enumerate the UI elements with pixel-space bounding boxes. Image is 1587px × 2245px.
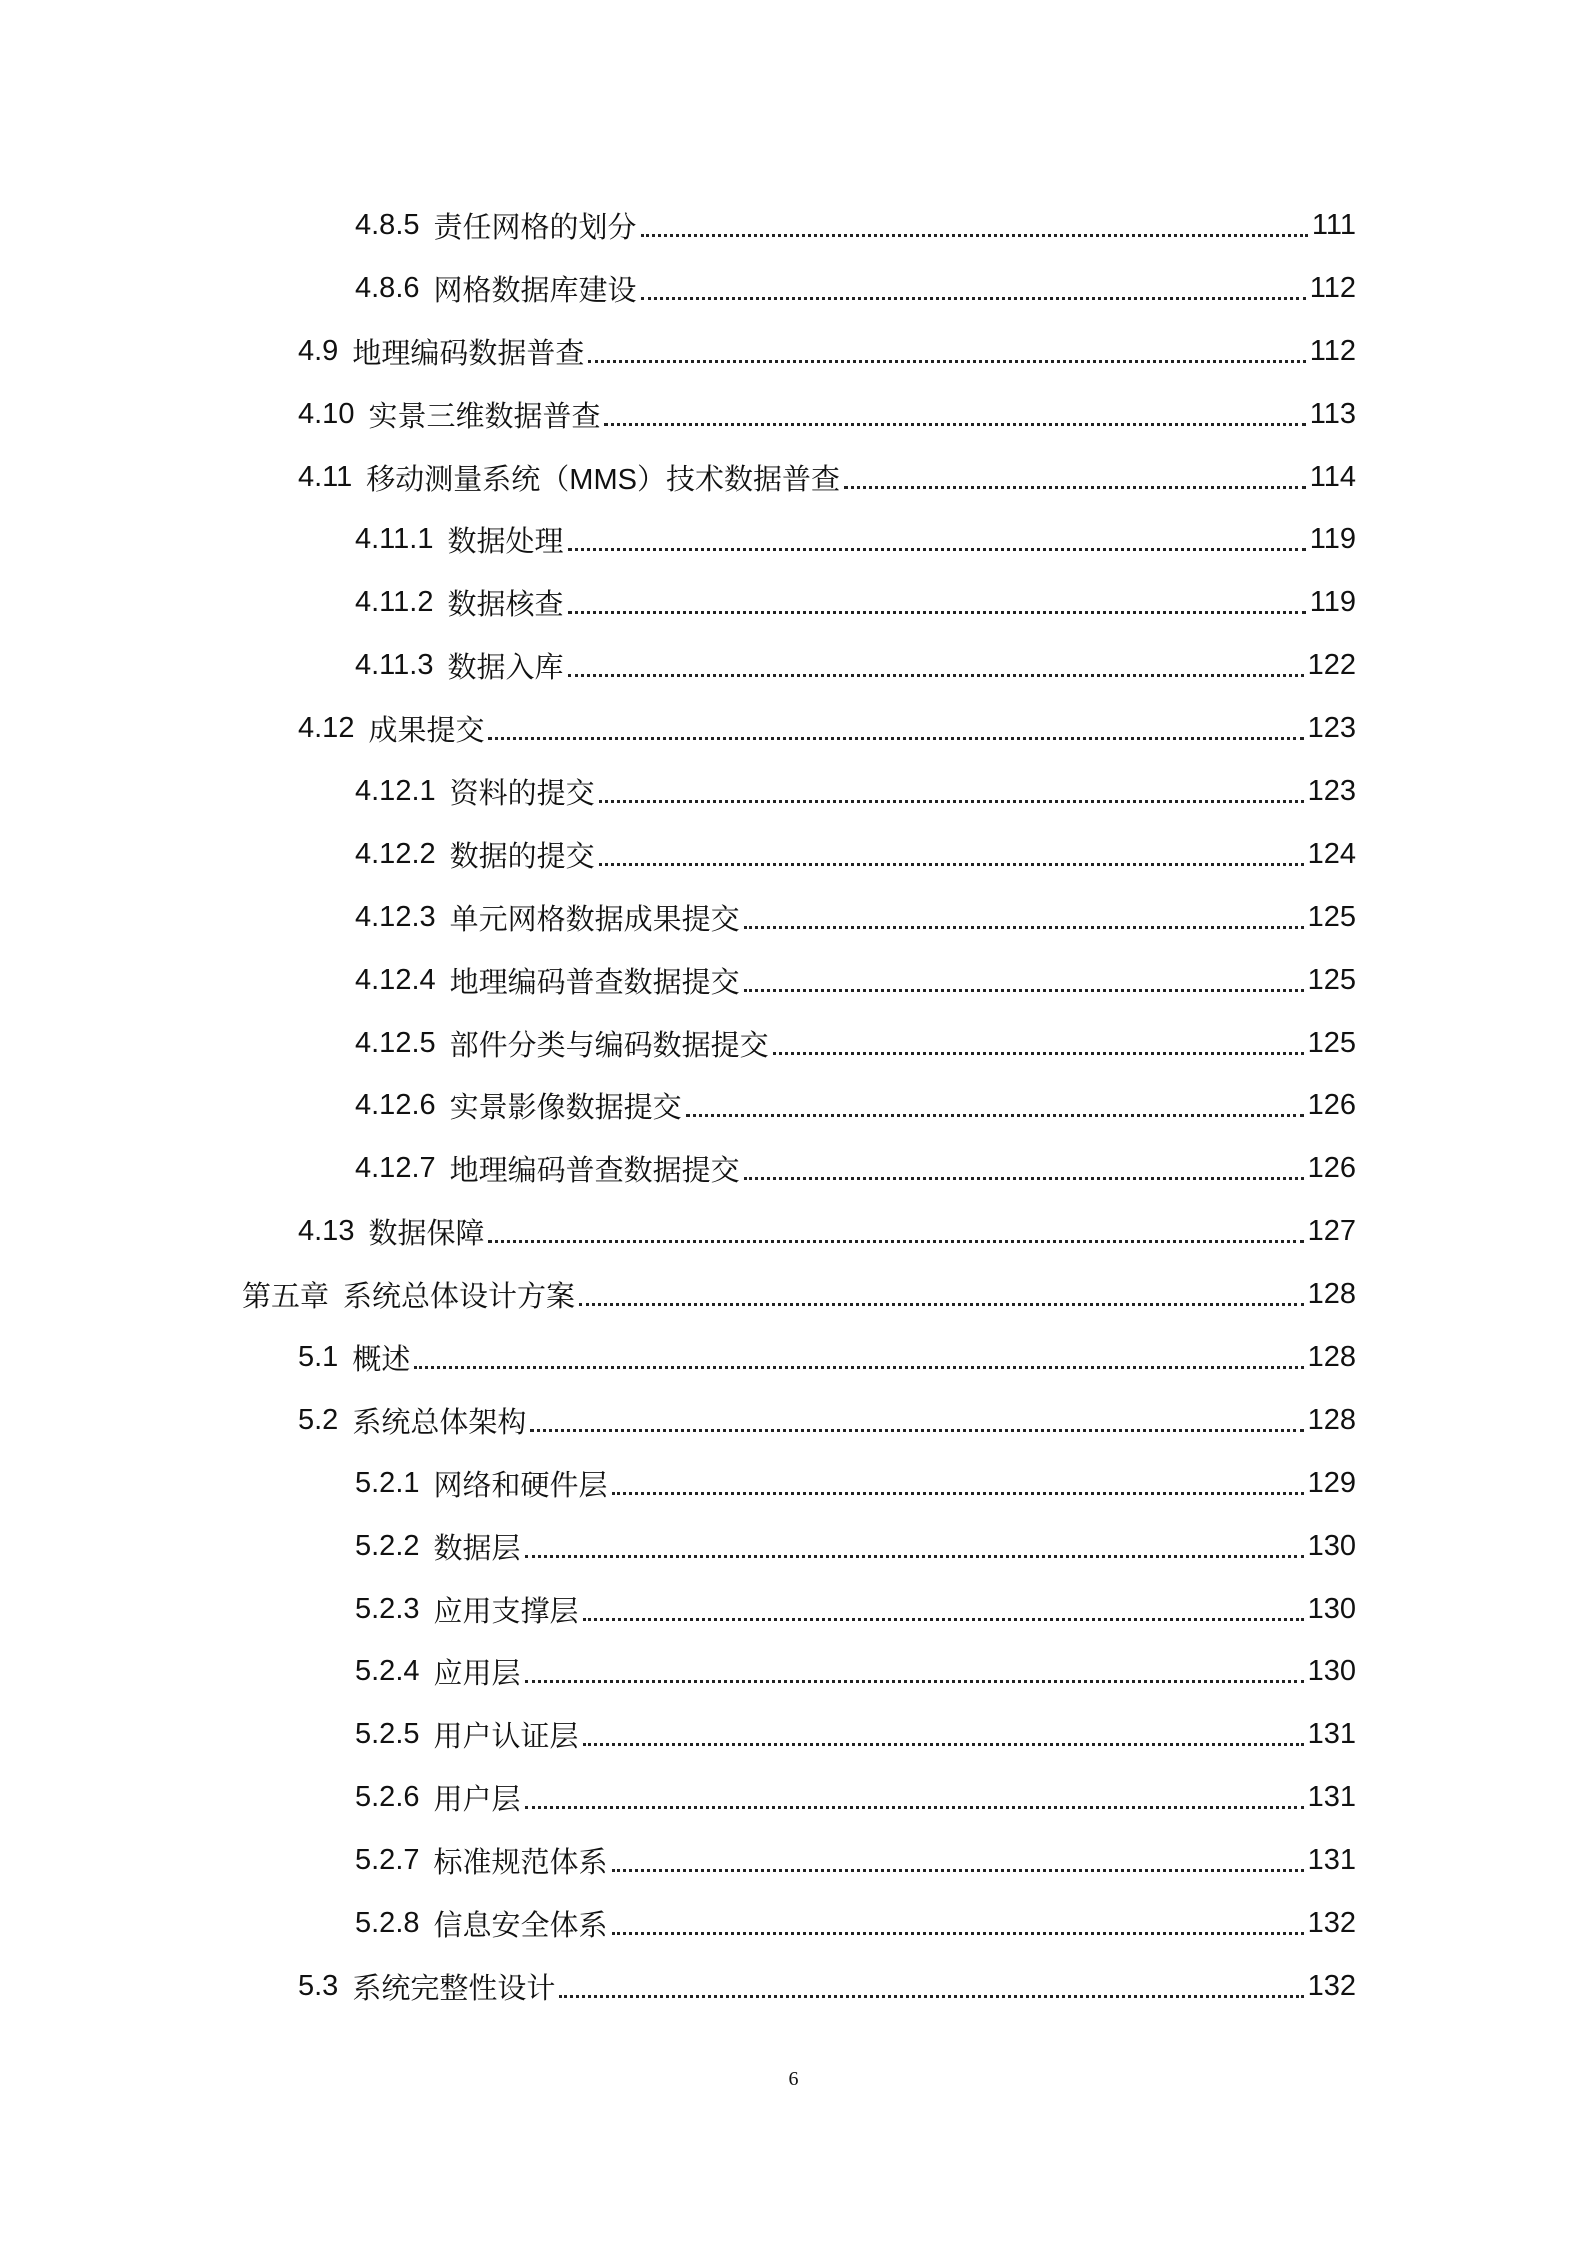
dot-leader xyxy=(604,423,1305,426)
dot-leader xyxy=(530,1429,1303,1432)
toc-entry[interactable] xyxy=(0,1703,1587,1766)
toc-entry-page: 125 xyxy=(1307,963,1356,996)
toc-entry-number: 4.12.2 xyxy=(355,837,436,870)
toc-entry-title: 用户认证层 xyxy=(433,1721,579,1754)
toc-entry-title: 数据层 xyxy=(433,1532,521,1565)
toc-entry[interactable] xyxy=(0,886,1587,949)
toc-entry-page: 128 xyxy=(1307,1278,1356,1311)
dot-leader xyxy=(568,674,1304,677)
toc-entry[interactable] xyxy=(0,697,1587,760)
toc-entry-page: 131 xyxy=(1307,1718,1356,1751)
toc-entry-page: 119 xyxy=(1309,523,1356,556)
dot-leader xyxy=(525,1680,1304,1683)
toc-entry-title: 资料的提交 xyxy=(449,777,595,810)
toc-entry[interactable] xyxy=(0,1515,1587,1578)
dot-leader xyxy=(488,737,1303,740)
dot-leader xyxy=(773,1052,1304,1055)
page-number: 6 xyxy=(788,2068,799,2090)
toc-entry[interactable] xyxy=(0,508,1587,571)
toc-entry-title: 移动测量系统（MMS）技术数据普查 xyxy=(366,463,840,496)
toc-entry-title: 单元网格数据成果提交 xyxy=(449,903,740,936)
dot-leader xyxy=(599,800,1304,803)
toc-entry-number: 4.12.3 xyxy=(355,900,436,933)
toc-entry-number: 5.1 xyxy=(298,1340,339,1373)
toc-entry-page: 114 xyxy=(1309,460,1356,493)
dot-leader xyxy=(525,1555,1304,1558)
toc-entry-number: 4.12.6 xyxy=(355,1089,436,1122)
toc-entry-page: 130 xyxy=(1307,1592,1356,1625)
toc-entry-title: 实景影像数据提交 xyxy=(449,1092,682,1125)
toc-entry[interactable] xyxy=(0,1074,1587,1137)
dot-leader xyxy=(559,1995,1303,1998)
dot-leader xyxy=(599,863,1304,866)
toc-entry[interactable] xyxy=(0,1892,1587,1955)
toc-entry-title: 应用支撑层 xyxy=(433,1595,579,1628)
dot-leader xyxy=(686,1114,1304,1117)
toc-entry-page: 112 xyxy=(1309,271,1356,304)
dot-leader xyxy=(612,1932,1304,1935)
toc-entry-page: 123 xyxy=(1307,774,1356,807)
toc-entry-page: 111 xyxy=(1311,208,1356,241)
dot-leader xyxy=(744,1177,1304,1180)
toc-entry[interactable] xyxy=(0,571,1587,634)
toc-entry-page: 132 xyxy=(1307,1969,1356,2002)
toc-entry[interactable] xyxy=(0,446,1587,509)
toc-entry-page: 130 xyxy=(1307,1529,1356,1562)
toc-entry-number: 4.8.5 xyxy=(355,208,420,241)
toc-entry-title: 数据的提交 xyxy=(449,840,595,873)
dot-leader xyxy=(583,1618,1304,1621)
toc-entry-title: 应用层 xyxy=(433,1658,521,1691)
toc-entry-number: 5.2 xyxy=(298,1403,339,1436)
toc-entry-number: 4.11.3 xyxy=(355,649,434,682)
toc-entry-number: 4.13 xyxy=(298,1215,355,1248)
toc-entry[interactable] xyxy=(0,1326,1587,1389)
toc-entry-title: 责任网格的划分 xyxy=(433,211,637,244)
toc-entry-page: 128 xyxy=(1307,1403,1356,1436)
toc-entry[interactable] xyxy=(0,194,1587,257)
toc-entry-title: 部件分类与编码数据提交 xyxy=(449,1029,769,1062)
toc-entry-number: 5.2.3 xyxy=(355,1592,420,1625)
toc-entry-number: 4.12.5 xyxy=(355,1026,436,1059)
toc-entry[interactable] xyxy=(0,1137,1587,1200)
toc-entry[interactable] xyxy=(0,760,1587,823)
toc-entry-title: 概述 xyxy=(352,1343,411,1376)
dot-leader xyxy=(568,611,1306,614)
toc-entry-number: 5.2.5 xyxy=(355,1718,420,1751)
toc-entry-number: 4.12.7 xyxy=(355,1152,436,1185)
dot-leader xyxy=(525,1806,1304,1809)
toc-entry[interactable] xyxy=(0,1578,1587,1641)
toc-entry-title: 系统总体架构 xyxy=(352,1406,527,1439)
dot-leader xyxy=(488,1240,1303,1243)
toc-entry-title: 实景三维数据普查 xyxy=(368,400,601,433)
dot-leader xyxy=(641,234,1308,237)
toc-entry-number: 4.11 xyxy=(298,460,353,493)
dot-leader xyxy=(583,1743,1304,1746)
toc-entry-title: 地理编码数据普查 xyxy=(352,337,585,370)
toc-entry-title: 用户层 xyxy=(433,1784,521,1817)
toc-entry[interactable] xyxy=(0,823,1587,886)
toc-entry[interactable] xyxy=(0,1263,1587,1326)
toc-entry-page: 131 xyxy=(1307,1844,1356,1877)
toc-entry-page: 131 xyxy=(1307,1781,1356,1814)
toc-entry[interactable] xyxy=(0,1955,1587,2018)
toc-entry-page: 130 xyxy=(1307,1655,1356,1688)
dot-leader xyxy=(612,1492,1304,1495)
dot-leader xyxy=(579,1303,1304,1306)
toc-entry-page: 125 xyxy=(1307,1026,1356,1059)
toc-entry-page: 128 xyxy=(1307,1340,1356,1373)
toc-entry-page: 129 xyxy=(1307,1466,1356,1499)
toc-entry-title: 数据核查 xyxy=(447,589,564,622)
toc-entry[interactable] xyxy=(0,1200,1587,1263)
toc-entry-page: 124 xyxy=(1307,837,1356,870)
toc-entry-page: 126 xyxy=(1307,1152,1356,1185)
toc-entry[interactable] xyxy=(0,1452,1587,1515)
toc-entry-number: 5.2.4 xyxy=(355,1655,420,1688)
toc-entry-number: 5.2.6 xyxy=(355,1781,420,1814)
toc-entry-page: 125 xyxy=(1307,900,1356,933)
toc-entry[interactable] xyxy=(0,1766,1587,1829)
toc-entry-number: 第五章 xyxy=(242,1281,330,1314)
dot-leader xyxy=(641,297,1306,300)
toc-entry-number: 5.2.8 xyxy=(355,1906,420,1939)
toc-entry[interactable] xyxy=(0,320,1587,383)
toc-entry-title: 信息安全体系 xyxy=(433,1909,608,1942)
toc-entry-page: 122 xyxy=(1307,649,1356,682)
toc-entry-number: 5.2.2 xyxy=(355,1529,420,1562)
dot-leader xyxy=(612,1869,1304,1872)
toc-entry-number: 4.8.6 xyxy=(355,271,420,304)
toc-entry-page: 127 xyxy=(1307,1215,1356,1248)
toc-entry-title: 地理编码普查数据提交 xyxy=(449,966,740,999)
dot-leader xyxy=(744,989,1304,992)
toc-entry-title: 网格数据库建设 xyxy=(433,274,637,307)
toc-entry[interactable] xyxy=(0,257,1587,320)
toc-entry-title: 数据处理 xyxy=(447,526,564,559)
toc-entry-number: 5.2.7 xyxy=(355,1844,420,1877)
toc-entry-title: 数据入库 xyxy=(447,652,564,685)
toc-entry[interactable] xyxy=(0,383,1587,446)
toc-entry-number: 4.12.4 xyxy=(355,963,436,996)
toc-entry-number: 4.11.1 xyxy=(355,523,434,556)
toc-entry-page: 126 xyxy=(1307,1089,1356,1122)
dot-leader xyxy=(844,486,1306,489)
toc-entry-page: 112 xyxy=(1309,334,1356,367)
toc-entry-number: 4.11.2 xyxy=(355,586,434,619)
toc-entry-title: 网络和硬件层 xyxy=(433,1469,608,1502)
toc-entry-number: 4.9 xyxy=(298,334,339,367)
table-of-contents xyxy=(0,194,1587,2018)
toc-entry-page: 119 xyxy=(1309,586,1356,619)
toc-entry-number: 5.3 xyxy=(298,1969,339,2002)
toc-entry-number: 4.12.1 xyxy=(355,774,436,807)
toc-entry[interactable] xyxy=(0,1389,1587,1452)
toc-entry-title: 成果提交 xyxy=(368,715,485,748)
dot-leader xyxy=(744,926,1304,929)
toc-entry-number: 4.12 xyxy=(298,712,355,745)
toc-entry-number: 4.10 xyxy=(298,397,355,430)
toc-entry-title: 系统完整性设计 xyxy=(352,1972,556,2005)
toc-entry-page: 113 xyxy=(1309,397,1356,430)
toc-entry-title: 系统总体设计方案 xyxy=(343,1281,576,1314)
dot-leader xyxy=(568,548,1306,551)
toc-entry-title: 地理编码普查数据提交 xyxy=(449,1155,740,1188)
toc-entry[interactable] xyxy=(0,634,1587,697)
toc-entry-title: 标准规范体系 xyxy=(433,1847,608,1880)
toc-entry[interactable] xyxy=(0,1640,1587,1703)
dot-leader xyxy=(414,1366,1303,1369)
toc-entry-page: 123 xyxy=(1307,712,1356,745)
toc-entry-title: 数据保障 xyxy=(368,1218,485,1251)
toc-entry[interactable] xyxy=(0,1829,1587,1892)
dot-leader xyxy=(588,360,1305,363)
toc-entry[interactable] xyxy=(0,1012,1587,1075)
toc-entry[interactable] xyxy=(0,949,1587,1012)
toc-entry-page: 132 xyxy=(1307,1906,1356,1939)
toc-entry-number: 5.2.1 xyxy=(355,1466,420,1499)
